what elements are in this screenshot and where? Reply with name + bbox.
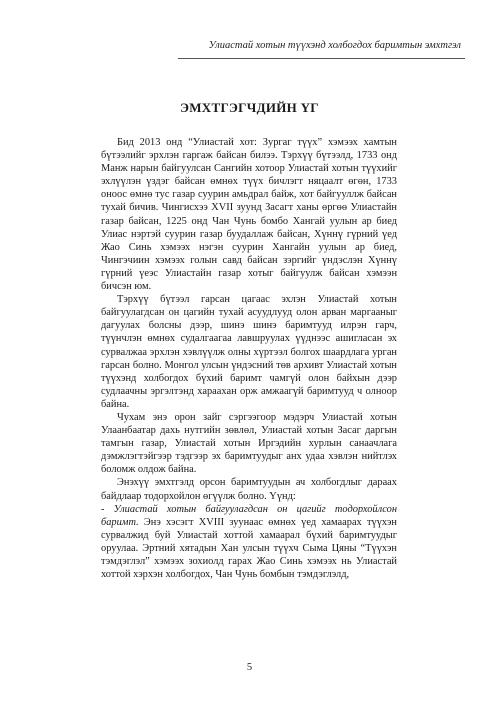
paragraph: Чухам энэ орон зайг сэргээгоор мэдэрч Улиастай хотын Улаанбаатар дахь нутгийн зөвлөл, Улиастай хотын Засаг даргын тамгын газар, Улиастай хотын Иргэдийн хурлын санаачлага дэмжлэгтэйгээр тэдгээр эх баримтуудыг анх удаа хэвлэн нийтлэх боломж олдож байна. [101, 411, 397, 476]
page-title: ЭМХТГЭГЧДИЙН ҮГ [180, 100, 319, 115]
page-number: 5 [246, 662, 253, 673]
paragraph: Тэрхүү бүтээл гарсан цагаас эхлэн Улиастай хотын байгуулагдсан он цагийн тухай асуудлууд олон арван маргааныг дагуулах болсны дээр, шинэ шинэ баримтууд илрэн гарч, түүнчлэн өмнөх судалгаагаа лавшруулах үүднээс ашигласан эх сурвалжаа эрхлэн хэвлүүлж олны хүртээл болгох шаардлага урган гарсан болно. Монгол улсын үндэсний төв архивт Улиастай хотын түүхэнд холбогдох бүхий баримт чамгүй олон байхын дээр судлаачны эргэлтэнд хараахан орж амжаагүй баримтууд ч олноор байна. [101, 294, 397, 410]
header-rule [178, 58, 465, 59]
list-item-text: Энэ хэсэгт XVIII зуунаас өмнөх үед хамаарах түүхэн сурвалжид буй Улиастай хоттой хамаарал бүхий баримтуудыг оруулаа. Эртний хятадын Хан улсын түүхч Сыма Цяны “Түүхэн тэмдэглэл” хэмээх зохиолд гарах Жао Синь хэмээх нь Улиастай хоттой хэрхэн холбогдох, Чан Чунь бомбын тэмдэглэлд, [101, 516, 397, 581]
list-item-lead: - Улиастай хотын байгуулагдсан он цагийг тодорхойлсон баримт. [101, 503, 397, 528]
paragraph: Энэхүү эмхтгэлд орсон баримтуудын ач холбогдлыг дараах байдлаар тодорхойлон өгүүлж болно. Үүнд: [101, 477, 397, 502]
running-header: Улиастай хотын түүхэнд холбогдох баримтын эмхтгэл [208, 40, 461, 51]
body-text [101, 136, 397, 581]
list-item [101, 503, 397, 582]
paragraph: Бид 2013 онд “Улиастай хот: Зургаг түүх” хэмээх хамтын бүтээлийг эрхлэн гаргаж байсан билээ. Тэрхүү бүтээлд, 1733 онд Манж нарын байгуулсан Сангийн хотоор Улиастай хотын түүхийг эхлүүлэн үздэг байсан өмнөх түүх бичлэгт няцаалт өгөн, 1733 оноос өмнө тус газар суурин амьдрал байж, хот байгууллж байсан тухай бичив. Чингисхээ XVII зуунд Засагт ханы өргөө Улиастайн газар байсан, 1225 онд Чан Чунь бомбо Хангай уулын ар биед Улиас нэртэй суурин газар буудаллаж байсан, Хүннү гүрний үед Жао Синь хэмээх нэгэн суурин Хангайн уулын ар биед, Чингэчиин хэмээх голын савд байсан зэргийг үндэслэн Хүннү гүрний үеэс Улиастайн газар хотыг байгуулж байсан хэмээн бичсэн юм. [101, 137, 397, 293]
